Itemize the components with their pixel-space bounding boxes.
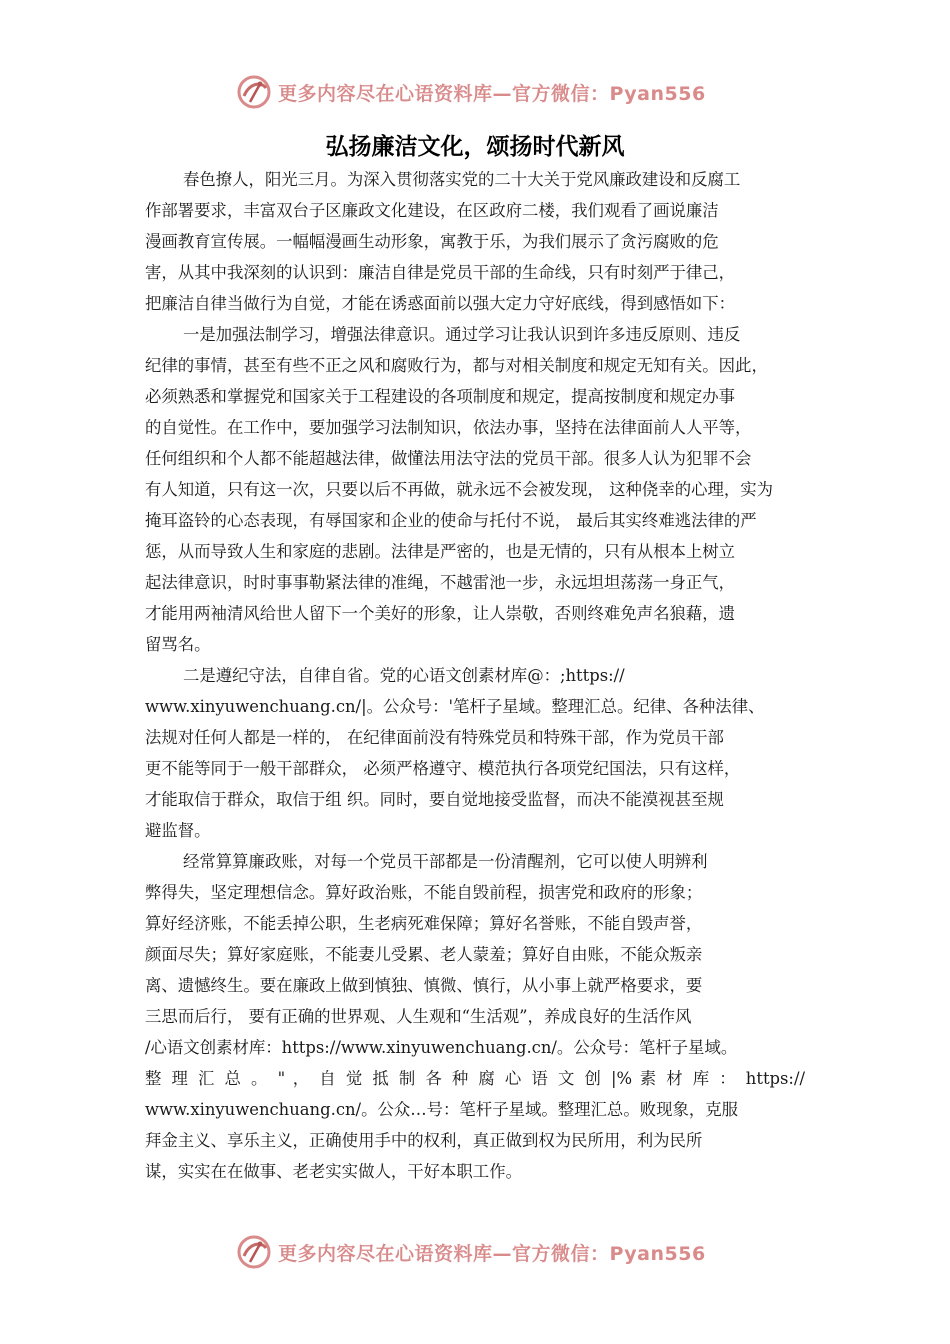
- footer-banner: [236, 1232, 756, 1272]
- footer-banner-text: 更多内容尽在心语资料库—官方微信：Pyan556: [278, 1242, 706, 1265]
- text-line: 一是加强法制学习，增强法律意识。通过学习让我认识到许多违反原则、违反: [183, 325, 741, 344]
- text-line: 惩，从而导致人生和家庭的悲剧。法律是严密的，也是无情的，只有从根本上树立: [145, 542, 736, 561]
- text-line: 漫画教育宣传展。一幅幅漫画生动形象，寓教于乐，为我们展示了贪污腐败的危: [145, 232, 719, 251]
- text-line: 经常算算廉政账，对每一个党员干部都是一份清醒剂，它可以使人明辨利: [183, 852, 708, 871]
- text-line: 更不能等同于一般干部群众， 必须严格遵守、模范执行各项党纪国法，只有这样，: [145, 759, 741, 778]
- logo-icon: [236, 1234, 272, 1270]
- text-line: 起法律意识，时时事事勒紧法律的准绳，不越雷池一步，永远坦坦荡荡一身正气，: [145, 573, 736, 592]
- text-line: 春色撩人，阳光三月。为深入贯彻落实党的二十大关于党风廉政建设和反腐工: [183, 170, 741, 189]
- text-line: 害，从其中我深刻的认识到：廉洁自律是党员干部的生命线，只有时刻严于律己，: [145, 263, 736, 282]
- text-line: www.xinyuwenchuang.cn/|。公众号：'笔杆子星域。整理汇总。纪律、各种法律、: [145, 697, 765, 716]
- header-banner: [236, 72, 756, 112]
- text-line: 整 理 汇 总 。 " ， 自 觉 抵 制 各 种 腐 心 语 文 创 |% 素 材 库 ： https://: [145, 1069, 805, 1088]
- logo-icon: [236, 74, 272, 110]
- text-line: 颜面尽失；算好家庭账，不能妻儿受累、老人蒙羞；算好自由账，不能众叛亲: [145, 945, 703, 964]
- text-line: 二是遵纪守法，自律自省。党的心语文创素材库@：;https://: [183, 666, 625, 685]
- text-line: 三思而后行， 要有正确的世界观、人生观和“生活观”，养成良好的生活作风: [145, 1007, 692, 1026]
- text-line: 弊得失，坚定理想信念。算好政治账，不能自毁前程，损害党和政府的形象；: [145, 883, 703, 902]
- text-line: 拜金主义、享乐主义，正确使用手中的权利，真正做到权为民所用，利为民所: [145, 1131, 703, 1150]
- text-line: 才能取信于群众，取信于组 织。同时，要自觉地接受监督，而决不能漠视甚至规: [145, 790, 724, 809]
- text-line: 法规对任何人都是一样的， 在纪律面前没有特殊党员和特殊干部，作为党员干部: [145, 728, 724, 747]
- text-line: 离、遗憾终生。要在廉政上做到慎独、慎微、慎行，从小事上就严格要求，要: [145, 976, 703, 995]
- header-banner-text: 更多内容尽在心语资料库—官方微信：Pyan556: [278, 82, 706, 105]
- text-line: 把廉洁自律当做行为自觉，才能在诱惑面前以强大定力守好底线，得到感悟如下：: [145, 294, 736, 313]
- text-line: 有人知道，只有这一次，只要以后不再做，就永远不会被发现， 这种侥幸的心理，实为: [145, 480, 774, 499]
- text-line: 必须熟悉和掌握党和国家关于工程建设的各项制度和规定，提高按制度和规定办事: [145, 387, 736, 406]
- text-line: 留骂名。: [145, 635, 211, 654]
- text-line: 作部署要求，丰富双台子区廉政文化建设，在区政府二楼，我们观看了画说廉洁: [145, 201, 719, 220]
- text-line: 的自觉性。在工作中，要加强学习法制知识，依法办事，坚持在法律面前人人平等，: [145, 418, 752, 437]
- text-line: 避监督。: [145, 821, 211, 840]
- text-line: 算好经济账，不能丢掉公职，生老病死难保障；算好名誉账，不能自毁声誉，: [145, 914, 703, 933]
- document-body: [145, 164, 845, 1187]
- text-line: 掩耳盗铃的心态表现，有辱国家和企业的使命与托付不说， 最后其实终难逃法律的严: [145, 511, 757, 530]
- text-line: www.xinyuwenchuang.cn/。公众…号：笔杆子星域。整理汇总。败现象，克服: [145, 1100, 739, 1119]
- document-title: 弘扬廉洁文化，颂扬时代新风: [325, 134, 625, 160]
- text-line: /心语文创素材库：https://www.xinyuwenchuang.cn/。公众号：笔杆子星域。: [145, 1038, 738, 1057]
- text-line: 才能用两袖清风给世人留下一个美好的形象，让人崇敬，否则终难免声名狼藉，遗: [145, 604, 736, 623]
- text-line: 谋，实实在在做事、老老实实做人，干好本职工作。: [145, 1162, 522, 1181]
- text-line: 纪律的事情，甚至有些不正之风和腐败行为，都与对相关制度和规定无知有关。因此，: [145, 356, 768, 375]
- text-line: 任何组织和个人都不能超越法律，做懂法用法守法的党员干部。很多人认为犯罪不会: [145, 449, 752, 468]
